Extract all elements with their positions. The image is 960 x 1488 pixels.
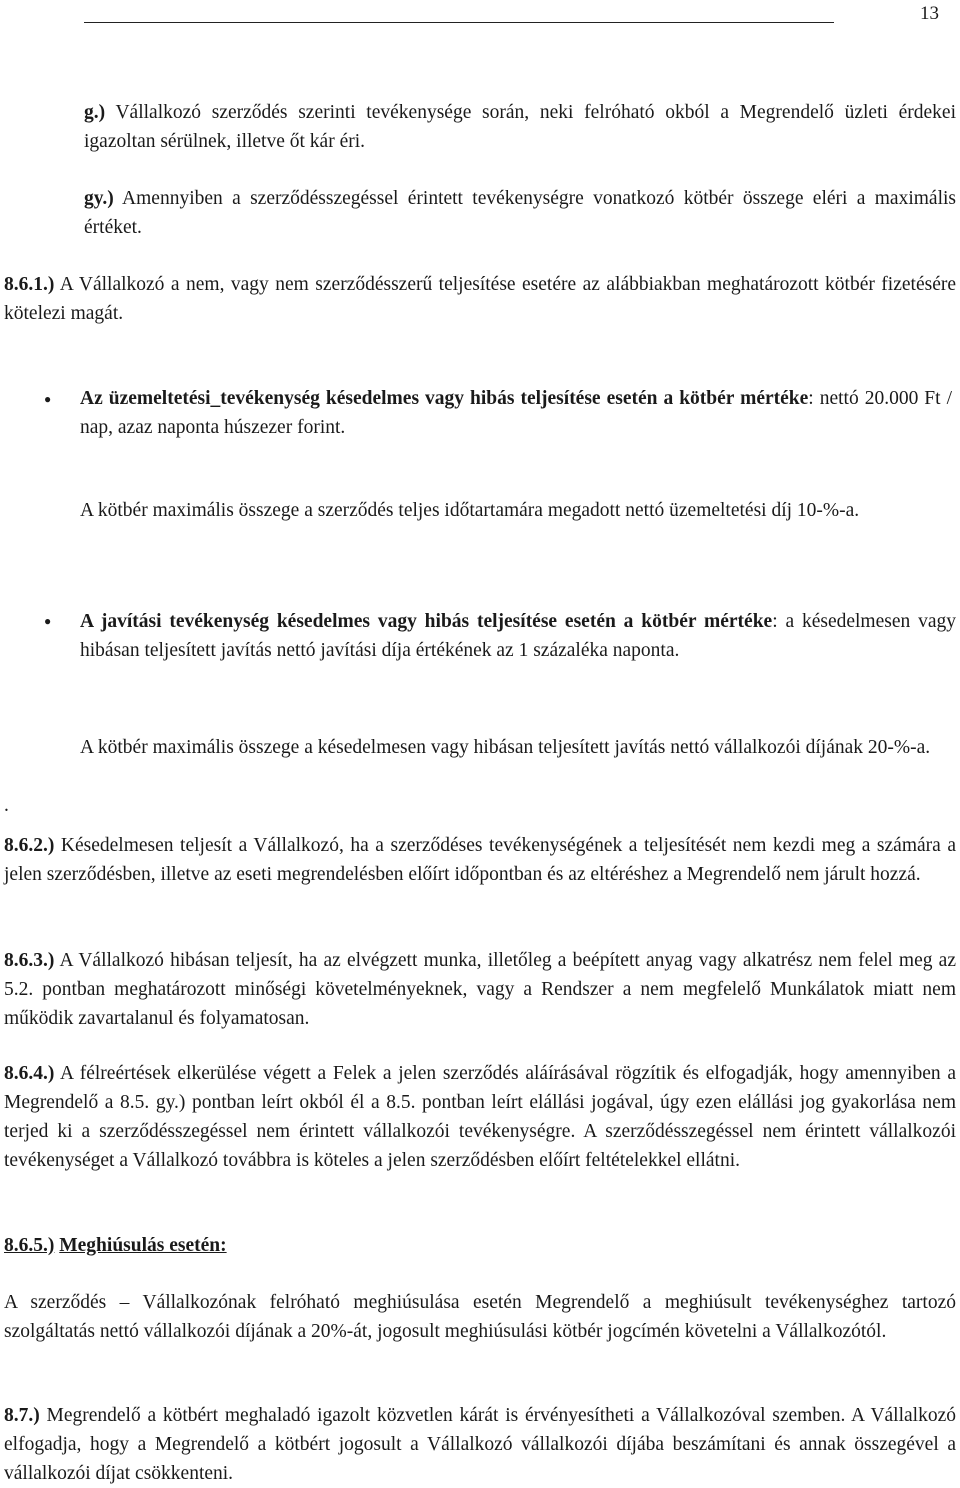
- heading-8-6-5: [4, 1231, 956, 1260]
- header-rule: [84, 22, 834, 23]
- bullet-item-operation: [80, 384, 952, 442]
- paragraph-8-7: [4, 1401, 956, 1488]
- paragraph-text: A Vállalkozó a nem, vagy nem szerződésszerű teljesítése esetére az alábbiakban meghatározott kötbér fizetésére kötelezi magát.: [4, 274, 956, 324]
- paragraph-text: Amennyiben a szerződésszegéssel érintett tevékenységre vonatkozó kötbér összege eléri a maximális értéket.: [84, 188, 956, 238]
- heading-label: 8.6.5.): [4, 1235, 55, 1256]
- heading-title: Meghiúsulás esetén:: [59, 1235, 227, 1256]
- bullet-icon: ●: [44, 614, 52, 628]
- paragraph-8-6-2: [4, 831, 956, 889]
- paragraph-label: 8.6.1.): [4, 274, 55, 295]
- paragraph-8-6-4: [4, 1059, 956, 1175]
- paragraph-8-6-5: A szerződés – Vállalkozónak felróható meghiúsulása esetén Megrendelő a meghiúsult tevékenységhez tartozó szolgáltatás nettó vállalkozói díjának a 20%-át, jogosult meghiúsulási kötbér jogcímén követelni a Vállalkozótól.: [4, 1292, 956, 1342]
- paragraph-8-6-3: [4, 946, 956, 1033]
- page-number: 13: [920, 3, 939, 24]
- stray-dot: .: [4, 795, 9, 816]
- bullet-bold-text: A javítási tevékenység késedelmes vagy hibás teljesítése esetén a kötbér mértéke: [80, 611, 773, 632]
- paragraph-label: 8.6.3.): [4, 950, 55, 971]
- bullet-item-repair-maximum: A kötbér maximális összege a késedelmesen vagy hibásan teljesített javítás nettó vállalkozói díjának 20-%-a.: [80, 737, 931, 758]
- paragraph-label: 8.6.4.): [4, 1063, 55, 1084]
- paragraph-text: Késedelmesen teljesít a Vállalkozó, ha a szerződéses tevékenységének a teljesítését nem kezdi meg a számára a jelen szerződésben, illetve az eseti megrendelésben előírt időpontban és az eltéréshez a Megrendelő nem járult hozzá.: [4, 835, 956, 885]
- bullet-text: : a késedelmesen vagy hibásan teljesített javítás nettó javítási díja értékének az 1 százaléka naponta.: [80, 611, 956, 661]
- paragraph-text: Vállalkozó szerződés szerinti tevékenysége során, neki felróható okból a Megrendelő üzleti érdekei igazoltan sérülnek, illetve őt kár éri.: [84, 102, 956, 152]
- paragraph-label: 8.6.2.): [4, 835, 55, 856]
- paragraph-label: gy.): [84, 188, 114, 209]
- bullet-item-repair: [80, 607, 956, 665]
- paragraph-label: 8.7.): [4, 1405, 40, 1426]
- paragraph-text: Megrendelő a kötbért meghaladó igazolt közvetlen kárát is érvényesítheti a Vállalkozóval szemben. A Vállalkozó elfogadja, hogy a Megrendelő a kötbért jogosult a Vállalkozó vállalkozói díjába beszámítani és annak összegével a vállalkozói díjat csökkenteni.: [4, 1405, 956, 1484]
- paragraph-label: g.): [84, 102, 106, 123]
- bullet-icon: ●: [44, 392, 52, 406]
- paragraph-text: A Vállalkozó hibásan teljesít, ha az elvégzett munka, illetőleg a beépített anyag vagy alkatrész nem felel meg az 5.2. pontban meghatározott minőségi követelményeknek, vagy a Rendszer a nem megfelelő Munkálatok miatt nem működik zavartalanul és folyamatosan.: [4, 950, 956, 1029]
- paragraph-text: A félreértések elkerülése végett a Felek a jelen szerződés aláírásával rögzítik és elfogadják, hogy amennyiben a Megrendelő a 8.5. gy.) pontban leírt okból él a 8.5. pontban leírt elállási jogával, úgy ezen elállási jog gyakorlása nem terjed ki a szerződésszegéssel nem érintett vállalkozói tevékenységre. A szerződésszegéssel nem érintett vállalkozói tevékenységet a Vállalkozó továbbra is köteles a jelen szerződésben előírt feltételekkel ellátni.: [4, 1063, 956, 1171]
- bullet-bold-text: Az üzemeltetési_tevékenység késedelmes vagy hibás teljesítése esetén a kötbér mértéke: [80, 388, 809, 409]
- paragraph-gy: [84, 184, 956, 242]
- bullet-text: : nettó 20.000 Ft / nap, azaz naponta húszezer forint.: [80, 388, 952, 438]
- paragraph-g: [84, 98, 956, 156]
- bullet-item-operation-maximum: A kötbér maximális összege a szerződés teljes időtartamára megadott nettó üzemeltetési díj 10-%-a.: [80, 500, 860, 521]
- paragraph-8-6-1: [4, 270, 956, 328]
